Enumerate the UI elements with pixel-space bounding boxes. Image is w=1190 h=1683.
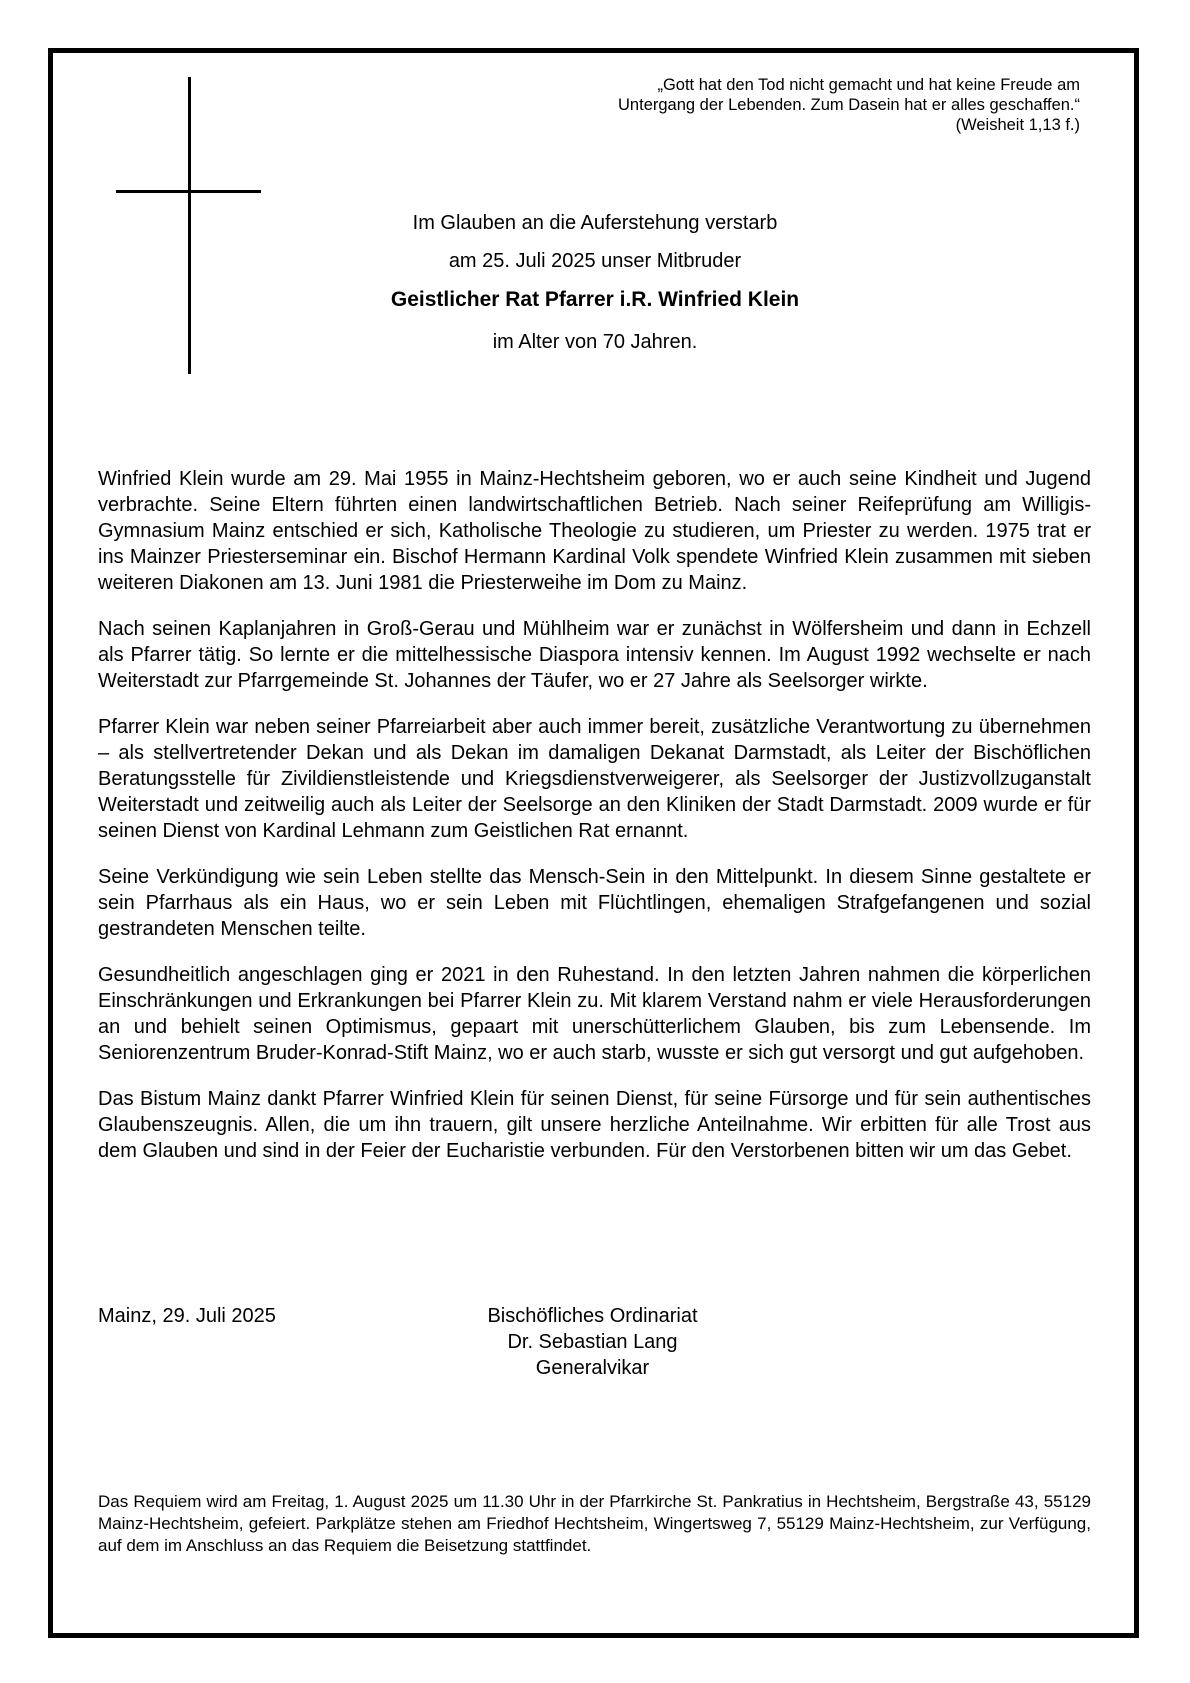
signature-signer: Dr. Sebastian Lang [507, 1331, 678, 1353]
cross-icon-horizontal-bar [116, 190, 261, 193]
announcement-line-1: Im Glauben an die Auferstehung verstarb [412, 212, 778, 234]
place-date: Mainz, 29. Juli 2025 [98, 1305, 276, 1327]
signature-title: Generalvikar [535, 1357, 650, 1379]
paragraph-thanks: Das Bistum Mainz dankt Pfarrer Winfried Klein für seinen Dienst, für seine Fürsorge und für sein authentisches Glaubenszeugnis. Allen, die um ihn trauern, gilt unsere herzliche Anteilnahme. Wir erbitten für alle Trost aus dem Glauben und sind in der Feier der Eucharistie verbunden. Für den Verstorbenen bitten wir um das Gebet. [98, 1088, 1091, 1162]
quote-line-1: „Gott hat den Tod nicht gemacht und hat keine Freude am [657, 76, 1080, 94]
signature-block [455, 1303, 730, 1381]
announcement-line-2: am 25. Juli 2025 unser Mitbruder [448, 250, 742, 272]
announcement-age: im Alter von 70 Jahren. [492, 331, 698, 353]
quote-source: (Weisheit 1,13 f.) [955, 116, 1080, 134]
deceased-name: Geistlicher Rat Pfarrer i.R. Winfried Klein [390, 288, 800, 311]
obituary-body [98, 466, 1091, 1184]
paragraph-ministry: Seine Verkündigung wie sein Leben stellte das Mensch-Sein in den Mittelpunkt. In diesem Sinne gestaltete er sein Pfarrhaus als ein Haus, wo er sein Leben mit Flüchtlingen, ehemaligen Strafgefangenen und sozial gestrandeten Menschen teilte. [98, 866, 1091, 940]
paragraph-retirement: Gesundheitlich angeschlagen ging er 2021 in den Ruhestand. In den letzten Jahren nahmen die körperlichen Einschränkungen und Erkrankungen bei Pfarrer Klein zu. Mit klarem Verstand nahm er viele Herausforderungen an und behielt seinen Optimismus, gepaart mit unerschütterlichem Glauben, bis zum Lebensende. Im Seniorenzentrum Bruder-Konrad-Stift Mainz, wo er auch starb, wusste er sich gut versorgt und gut aufgehoben. [98, 964, 1091, 1064]
paragraph-responsibilities: Pfarrer Klein war neben seiner Pfarreiarbeit aber auch immer bereit, zusätzliche Verantwortung zu übernehmen – als stellvertretender Dekan und als Dekan im damaligen Dekanat Darmstadt, als Leiter der Bischöflichen Beratungsstelle für Zivildienstleistende und Kriegsdienstverweigerer, als Seelsorger der Justizvollzuganstalt Weiterstadt und zeitweilig auch als Leiter der Seelsorge an den Kliniken der Stadt Darmstadt. 2009 wurde er für seinen Dienst von Kardinal Lehmann zum Geistlichen Rat ernannt. [98, 716, 1091, 842]
cross-icon-vertical-bar [188, 77, 191, 374]
bible-quote [520, 75, 1080, 135]
signature-organization: Bischöfliches Ordinariat [487, 1305, 698, 1327]
quote-line-2: Untergang der Lebenden. Zum Dasein hat er alles geschaffen.“ [618, 96, 1080, 114]
requiem-notice: Das Requiem wird am Freitag, 1. August 2025 um 11.30 Uhr in der Pfarrkirche St. Pankratius in Hechtsheim, Bergstraße 43, 55129 Mainz-Hechtsheim, gefeiert. Parkplätze stehen am Friedhof Hechtsheim, Wingertsweg 7, 55129 Mainz-Hechtsheim, zur Verfügung, auf dem im Anschluss an das Requiem die Beisetzung stattfindet. [98, 1492, 1091, 1555]
paragraph-parishes: Nach seinen Kaplanjahren in Groß-Gerau und Mühlheim war er zunächst in Wölfersheim und dann in Echzell als Pfarrer tätig. So lernte er die mittelhessische Diaspora intensiv kennen. Im August 1992 wechselte er nach Weiterstadt zur Pfarrgemeinde St. Johannes der Täufer, wo er 27 Jahre als Seelsorger wirkte. [98, 618, 1091, 692]
paragraph-biography: Winfried Klein wurde am 29. Mai 1955 in Mainz-Hechtsheim geboren, wo er auch seine Kindheit und Jugend verbrachte. Seine Eltern führten einen landwirtschaftlichen Betrieb. Nach seiner Reifeprüfung am Willigis-Gymnasium Mainz entschied er sich, Katholische Theologie zu studieren, um Priester zu werden. 1975 trat er ins Mainzer Priesterseminar ein. Bischof Hermann Kardinal Volk spendete Winfried Klein zusammen mit sieben weiteren Diakonen am 13. Juni 1981 die Priesterweihe im Dom zu Mainz. [98, 468, 1091, 594]
